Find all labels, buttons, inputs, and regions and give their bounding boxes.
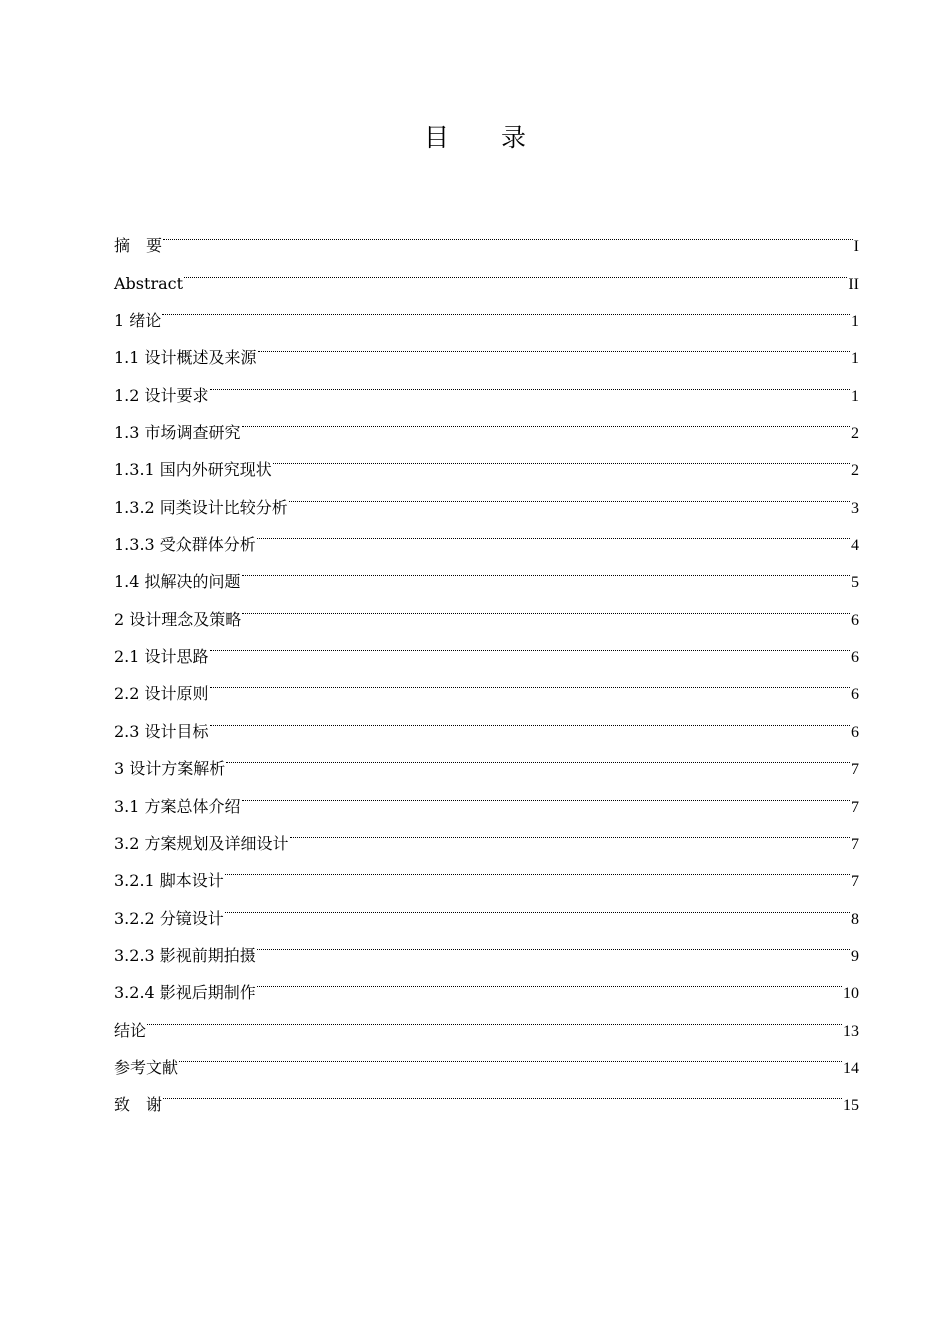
toc-entry-chapter-3[interactable]	[114, 737, 859, 779]
toc-entry-label: 3.1 方案总体介绍	[114, 796, 241, 816]
toc-entry-label: 1.3.2 同类设计比较分析	[114, 497, 288, 517]
toc-leader-dots	[242, 774, 850, 811]
toc-entry-label: 1.3 市场调查研究	[114, 423, 241, 443]
toc-leader-dots	[163, 214, 853, 251]
toc-leader-dots	[242, 401, 850, 438]
toc-leader-dots	[163, 1073, 842, 1110]
toc-leader-dots	[273, 438, 850, 475]
toc-entry-page: 4	[851, 537, 859, 555]
toc-entry-section-2-1[interactable]	[114, 625, 859, 667]
toc-leader-dots	[257, 513, 850, 550]
toc-entry-label: 1.3.3 受众群体分析	[114, 535, 256, 555]
toc-entry-page: 15	[843, 1097, 859, 1115]
toc-entry-page: 1	[851, 313, 859, 331]
toc-entry-page: 6	[851, 649, 859, 667]
toc-entry-page: 2	[851, 425, 859, 443]
toc-entry-label: 1.2 设计要求	[114, 385, 209, 405]
toc-entry-page: 7	[851, 761, 859, 779]
toc-entry-section-3-2-3[interactable]	[114, 924, 859, 965]
toc-leader-dots	[162, 289, 850, 326]
toc-entry-label: 参考文献	[114, 1057, 179, 1077]
page-title: 目 录	[424, 123, 548, 152]
toc-entry-section-3-2-1[interactable]	[114, 849, 859, 891]
toc-entry-label: 1.3.1 国内外研究现状	[114, 460, 272, 480]
toc-entry-label: 摘 要	[114, 236, 163, 256]
toc-entry-abstract-en[interactable]	[114, 251, 859, 293]
toc-entry-label: 1.4 拟解决的问题	[114, 572, 241, 592]
toc-entry-page: 2	[851, 462, 859, 480]
toc-leader-dots	[179, 1036, 842, 1073]
toc-entry-page: I	[853, 238, 859, 256]
toc-leader-dots	[210, 625, 850, 662]
toc-entry-section-1-2[interactable]	[114, 363, 859, 405]
toc-entry-label: 致 谢	[114, 1095, 163, 1115]
toc-leader-dots	[210, 662, 850, 699]
toc-entry-section-2-2[interactable]	[114, 662, 859, 704]
toc-entry-page: 9	[851, 947, 859, 965]
toc-entry-label: 2.3 设计目标	[114, 721, 209, 741]
toc-entry-label: 3.2.1 脚本设计	[114, 871, 224, 891]
toc-entry-label: Abstract	[114, 273, 184, 293]
toc-leader-dots	[184, 251, 847, 288]
toc-entry-section-1-3[interactable]	[114, 401, 859, 443]
toc-leader-dots	[257, 924, 850, 961]
toc-entry-section-2-3[interactable]	[114, 699, 859, 741]
toc-entry-conclusion[interactable]	[114, 998, 859, 1040]
toc-entry-label: 2.2 设计原则	[114, 684, 209, 704]
toc-leader-dots	[225, 849, 850, 886]
toc-entry-page: 1	[851, 350, 859, 368]
toc-leader-dots	[257, 961, 842, 998]
toc-entry-label: 1 绪论	[114, 311, 162, 331]
toc-entry-label: 3.2.3 影视前期拍摄	[114, 945, 256, 965]
toc-entry-label: 3.2.4 影视后期制作	[114, 983, 256, 1003]
toc-entry-label: 结论	[114, 1020, 147, 1040]
toc-leader-dots	[226, 737, 850, 774]
toc-leader-dots	[242, 587, 850, 624]
toc-entry-label: 3.2 方案规划及详细设计	[114, 833, 289, 853]
toc-entry-chapter-1[interactable]	[114, 289, 859, 331]
toc-entry-label: 3 设计方案解析	[114, 759, 226, 779]
toc-leader-dots	[210, 363, 850, 400]
toc-entry-label: 2 设计理念及策略	[114, 609, 242, 629]
toc-entry-page: 5	[851, 574, 859, 592]
toc-leader-dots	[242, 550, 850, 587]
toc-entry-page: 1	[851, 387, 859, 405]
toc-entry-abstract-cn[interactable]	[114, 214, 859, 256]
toc-entry-page: 10	[843, 985, 859, 1003]
toc-leader-dots	[147, 998, 842, 1035]
table-of-contents	[114, 214, 859, 1115]
toc-leader-dots	[289, 475, 850, 512]
toc-entry-section-1-1[interactable]	[114, 326, 859, 368]
toc-leader-dots	[290, 812, 850, 849]
toc-entry-page: 6	[851, 686, 859, 704]
toc-entry-label: 3.2.2 分镜设计	[114, 908, 224, 928]
toc-leader-dots	[258, 326, 850, 363]
toc-entry-label: 2.1 设计思路	[114, 647, 209, 667]
toc-entry-references[interactable]	[114, 1036, 859, 1077]
toc-entry-page: 7	[851, 873, 859, 891]
toc-entry-page: 6	[851, 723, 859, 741]
toc-leader-dots	[225, 886, 850, 923]
toc-entry-page: 13	[843, 1022, 859, 1040]
toc-entry-page: 8	[851, 910, 859, 928]
toc-entry-page: 7	[851, 798, 859, 816]
toc-entry-page: 6	[851, 611, 859, 629]
toc-entry-label: 1.1 设计概述及来源	[114, 348, 257, 368]
toc-leader-dots	[210, 699, 850, 736]
toc-entry-page: 14	[843, 1059, 859, 1077]
toc-entry-acknowledgements[interactable]	[114, 1073, 859, 1115]
toc-entry-page: 3	[851, 499, 859, 517]
toc-entry-page: II	[848, 275, 859, 293]
toc-entry-section-3-2-2[interactable]	[114, 886, 859, 928]
toc-entry-page: 7	[851, 835, 859, 853]
